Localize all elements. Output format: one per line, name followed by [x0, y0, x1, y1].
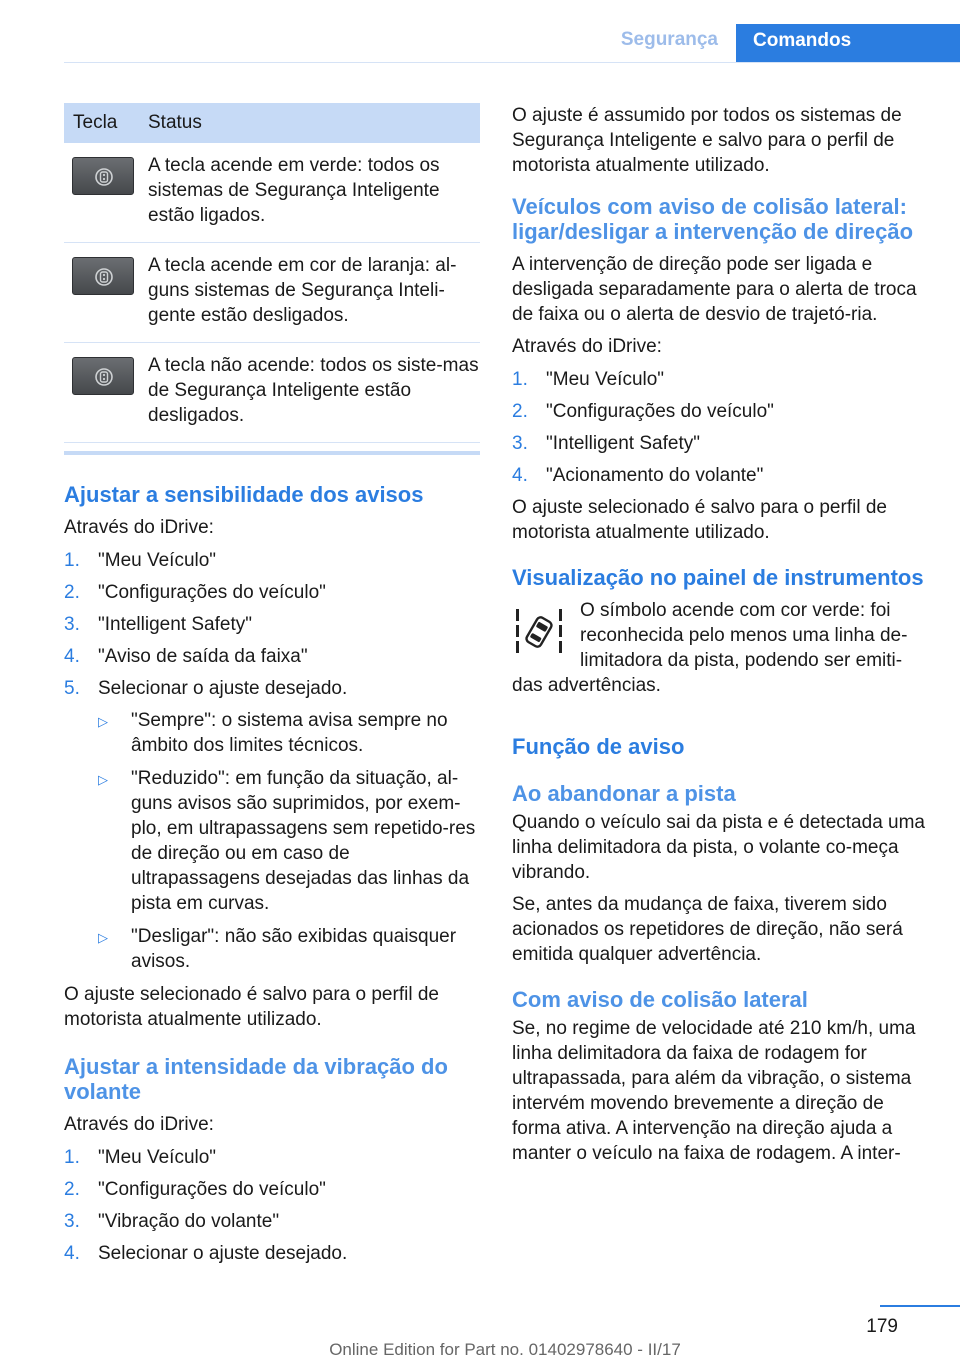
list-item: 3. "Intelligent Safety" — [512, 433, 700, 454]
lateral-steps — [512, 367, 926, 488]
intro-text: Através do iDrive: — [64, 517, 214, 538]
status-table — [64, 103, 480, 455]
table-header — [64, 103, 480, 143]
right-column — [512, 103, 926, 1173]
list-item: 2. "Configurações do veículo" — [512, 401, 774, 422]
left-column — [64, 103, 480, 1273]
column-header-key: Tecla — [73, 112, 118, 133]
list-item: 1. "Meu Veículo" — [512, 369, 665, 390]
list-item: 4. "Acionamento do volante" — [512, 465, 764, 486]
list-item: 1. "Meu Veículo" — [64, 1147, 217, 1168]
leaving-lane-text: Quando o veículo sai da pista e é detectada uma linha delimitadora da pista, o volante co-meça vibrando. — [512, 812, 925, 883]
heading-lateral-collision: Com aviso de colisão lateral — [512, 987, 808, 1012]
header-section: Segurança — [620, 29, 718, 50]
footer-rule — [880, 1305, 960, 1307]
list-item: 5. Selecionar o ajuste desejado. — [64, 678, 348, 699]
assumed-text: O ajuste é assumido por todos os sistemas de Segurança Inteligente e salvo para o perfil de motorista atualmente utilizado. — [512, 105, 902, 176]
table-bottom-rule — [64, 451, 480, 455]
list-item: 3. "Intelligent Safety" — [64, 614, 252, 635]
table-row — [64, 143, 480, 243]
status-text: A tecla acende em verde: todos os sistemas de Segurança Inteligente estão ligados. — [148, 155, 440, 226]
heading-leaving-lane: Ao abandonar a pista — [512, 781, 736, 806]
column-header-status: Status — [148, 112, 202, 133]
list-item: 2. "Configurações do veículo" — [64, 582, 326, 603]
list-item: ▷ "Desligar": não são exibidas quaisquer avisos. — [98, 926, 457, 972]
intro-text: Através do iDrive: — [64, 1114, 214, 1135]
list-item: 4. "Aviso de saída da faixa" — [64, 646, 308, 667]
list-item: ▷ "Sempre": o sistema avisa sempre no âmbito dos limites técnicos. — [98, 710, 448, 756]
triangle-bullet-icon: ▷ — [98, 714, 108, 729]
heading-warning-function: Função de aviso — [512, 734, 685, 759]
outro-text: O ajuste selecionado é salvo para o perfil de motorista atualmente utilizado. — [512, 497, 887, 543]
header-tab: Comandos — [736, 24, 960, 62]
lateral-text: A intervenção de direção pode ser ligada e desligada separadamente para o alerta de troca de faixa ou o alerta de desvio de trajetó-ria. — [512, 254, 917, 325]
heading-sensitivity: Ajustar a sensibilidade dos avisos — [64, 482, 424, 507]
safety-button-icon — [72, 257, 134, 295]
lane-departure-icon — [512, 604, 566, 658]
safety-button-icon — [72, 357, 134, 395]
triangle-bullet-icon: ▷ — [98, 772, 108, 787]
outro-text: O ajuste selecionado é salvo para o perfil de motorista atualmente utilizado. — [64, 984, 439, 1030]
intro-text: Através do iDrive: — [512, 336, 662, 357]
list-item: 3. "Vibração do volante" — [64, 1211, 280, 1232]
vibration-steps — [64, 1145, 480, 1266]
heading-lateral-steering: Veículos com aviso de colisão lateral: ligar/desligar a intervenção de direção — [512, 194, 914, 244]
header-rule — [64, 62, 960, 63]
sensitivity-steps — [64, 548, 480, 701]
status-text: A tecla acende em cor de laranja: al-guns sistemas de Segurança Inteli-gente estão desligados. — [148, 255, 457, 326]
list-item: 2. "Configurações do veículo" — [64, 1179, 326, 1200]
list-item: 1. "Meu Veículo" — [64, 550, 217, 571]
status-text: A tecla não acende: todos os siste-mas de Segurança Inteligente estão desligados. — [148, 355, 479, 426]
page-number: 179 — [866, 1316, 898, 1337]
lateral-collision-text: Se, no regime de velocidade até 210 km/h, uma linha delimitadora da faixa de rodagem for ultrapassada, para além da vibração, o sistema intervém movendo brevemente a direção de forma ativa. A intervenção na direção ajuda a manter o veículo na faixa de rodagem. A inter- — [512, 1018, 916, 1164]
heading-vibration: Ajustar a intensidade da vibração do volante — [64, 1054, 448, 1104]
footer-edition: Online Edition for Part no. 01402978640 - II/17 — [329, 1340, 681, 1359]
display-paragraph — [512, 598, 926, 698]
list-item: ▷ "Reduzido": em função da situação, al-guns avisos são suprimidos, por exem-plo, em ultrapassagens sem repetido-res de direção ou em caso de ultrapassagens desejadas das linhas da pista em curvas. — [98, 768, 476, 914]
display-text: O símbolo acende com cor verde: foi reconhecida pelo menos uma linha de-limitadora da pista, podendo ser emiti-das advertências. — [512, 600, 908, 696]
sensitivity-options — [98, 708, 480, 974]
heading-display: Visualização no painel de instrumentos — [512, 565, 924, 590]
safety-button-icon — [72, 157, 134, 195]
triangle-bullet-icon: ▷ — [98, 930, 108, 945]
table-row — [64, 343, 480, 443]
table-row — [64, 243, 480, 343]
turn-signal-text: Se, antes da mudança de faixa, tiverem sido acionados os repetidores de direção, não será emitida qualquer advertência. — [512, 894, 903, 965]
list-item: 4. Selecionar o ajuste desejado. — [64, 1243, 348, 1264]
